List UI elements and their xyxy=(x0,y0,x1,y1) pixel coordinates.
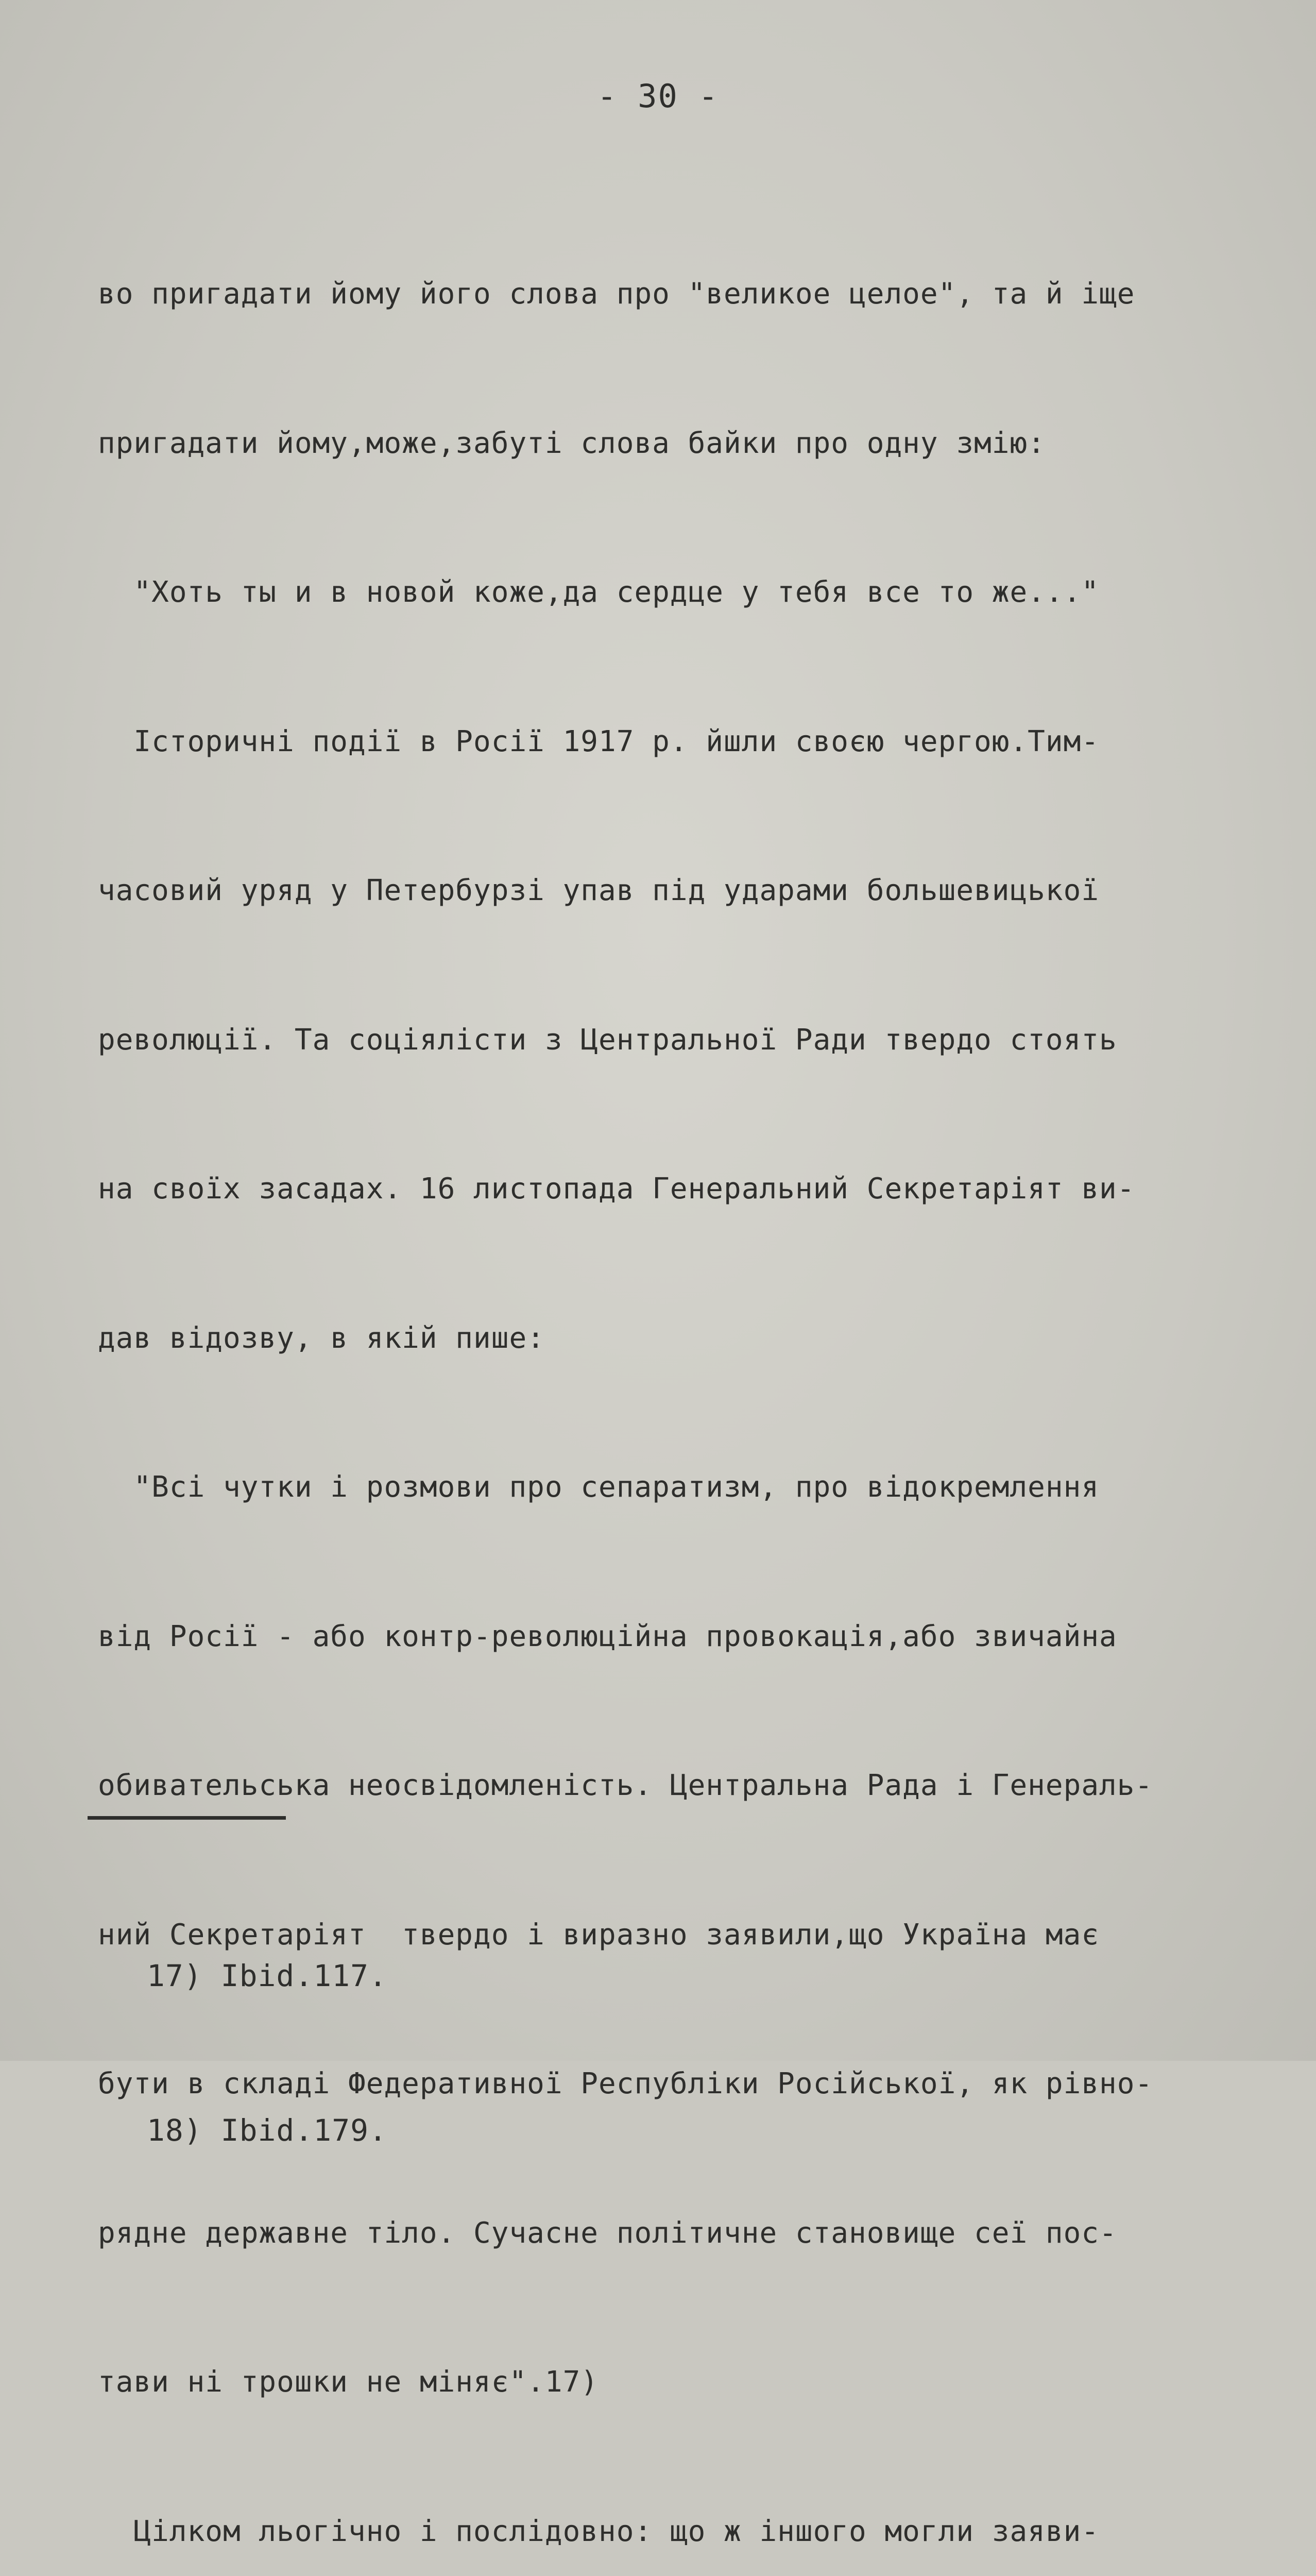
footnote: 18) Ibid.179. xyxy=(147,2113,387,2148)
text-line: бути в складі Федеративної Республіки Російської, як рівно- xyxy=(98,2067,1153,2100)
footnote-rule xyxy=(88,1816,286,1820)
text-line: революції. Та соціялісти з Центральної Ради твердо стоять xyxy=(98,1023,1117,1057)
text-line: Історичні події в Росії 1917 р. йшли своєю чергою.Тим- xyxy=(98,724,1100,758)
text-line: "Хоть ты и в новой коже,да сердце у тебя все то же..." xyxy=(98,575,1100,609)
text-line: Цілком льогічно і послідовно: що ж іншого могли заяви- xyxy=(98,2514,1100,2548)
text-line: пригадати йому,може,забуті слова байки про одну змію: xyxy=(98,426,1046,460)
text-line: во пригадати йому його слова про "великое целое", та й іще xyxy=(98,277,1135,311)
text-line: обивательська неосвідомленість. Центральна Рада і Генераль- xyxy=(98,1769,1153,1802)
text-line: рядне державне тіло. Сучасне політичне становище сеї пос- xyxy=(98,2216,1117,2250)
text-line: дав відозву, в якій пише: xyxy=(98,1321,545,1355)
text-line: на своїх засадах. 16 листопада Генеральний Секретаріят ви- xyxy=(98,1172,1135,1206)
text-line: тави ні трошки не міняє".17) xyxy=(98,2365,599,2399)
text-line: часовий уряд у Петербурзі упав під ударами большевицької xyxy=(98,874,1100,907)
page-number: - 30 - xyxy=(597,77,719,115)
text-line: "Всі чутки і розмови про сепаратизм, про відокремлення xyxy=(98,1470,1100,1504)
text-line: від Росії - або контр-революційна провокація,або звичайна xyxy=(98,1619,1117,1653)
footnotes xyxy=(147,1847,387,2259)
footnote: 17) Ibid.117. xyxy=(147,1958,387,1993)
text-line: ний Секретаріят твердо і виразно заявили,що Україна має xyxy=(98,1918,1100,1952)
